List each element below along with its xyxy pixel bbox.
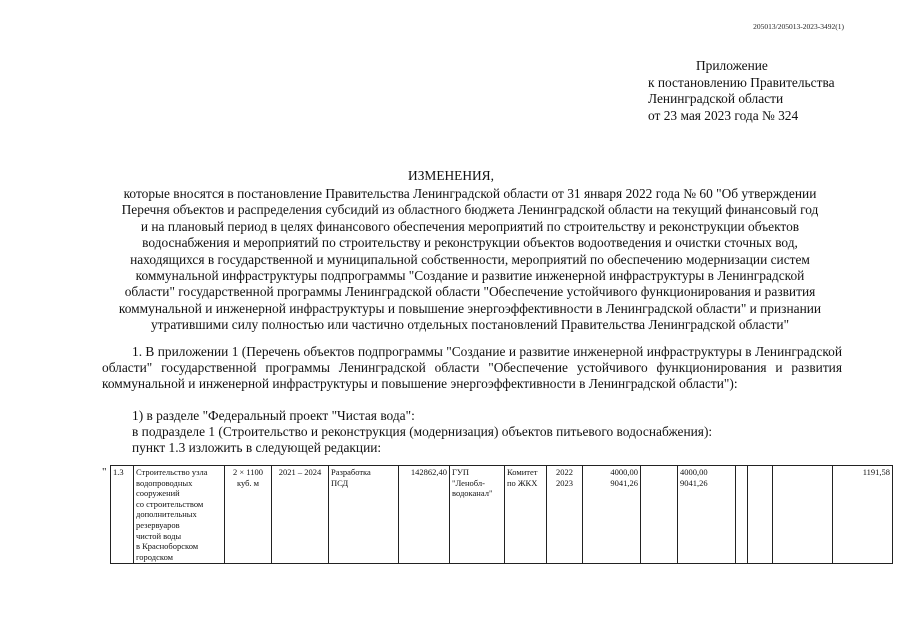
cell-regional [678, 466, 736, 564]
subtitle-line: и на плановый период в целях финансового обеспечения мероприятий по строительству и реконструкции объектов [140, 218, 800, 234]
appendix-line-2: к постановлению Правительства [648, 74, 835, 90]
appendix-line-3: Ленинградской области [648, 91, 784, 107]
customer-line: водоканал" [452, 488, 493, 499]
subtitle-line: коммунальной и инженерной инфраструктуры и повышение энергоэффективности в Ленинградской области" и признании [118, 300, 822, 316]
year-value: 2022 [556, 467, 573, 477]
subtitle-line: утратившими силу полностью или частично отдельных постановлений Правительства Ленинградской области" [150, 317, 790, 333]
object-line: в Красноборском [136, 541, 199, 552]
appendix-line-4: от 23 мая 2023 года № 324 [648, 107, 799, 123]
appendix-line-1: Приложение [696, 58, 768, 73]
subtitle-line: находящихся в государственной и муниципальной собственности, мероприятий по обеспечению модернизации систем [130, 251, 810, 267]
subtitle-line: Перечня объектов и распределения субсидий из областного бюджета Ленинградской области на текущий финансовый год [121, 202, 819, 218]
objects-table [110, 465, 893, 564]
object-line: чистой воды [136, 530, 182, 541]
paragraph-2: 1) в разделе "Федеральный проект "Чистая вода": [132, 408, 415, 423]
document-number: 205013/205013-2023-3492(1) [753, 22, 844, 31]
table-row [111, 466, 893, 564]
cell-empty [641, 466, 678, 564]
cell-cost: 142862,40 [399, 466, 450, 564]
paragraph-1-text: 1. В приложении 1 (Перечень объектов подпрограммы "Создание и развитие инженерной инфраструктуры в Ленинградской области" государственной программы Ленинградской области "Обеспечение устойчивого функционирования и развития коммунальной и инженерной инфраструктуры и повышение энергоэффективности в Ленинградской области"): [102, 344, 842, 392]
cell-years [547, 466, 583, 564]
customer-line: "Ленобл- [452, 477, 485, 488]
opening-quote: " [102, 466, 107, 478]
paragraph-3: в подразделе 1 (Строительство и реконструкция (модернизация) объектов питьевого водоснабжения): [132, 424, 713, 439]
customer-line: ГУП [452, 467, 470, 477]
document-title: ИЗМЕНЕНИЯ, [408, 168, 494, 183]
subtitle-line: коммунальной инфраструктуры подпрограммы "Создание и развитие инженерной инфраструктуры в Ленинградской [135, 268, 805, 284]
subtitle-line: водоснабжения и мероприятий по строительству и реконструкции объектов водоотведения и очистки сточных вод, [142, 235, 798, 251]
cell-capacity [225, 466, 272, 564]
cell-last-value: 1191,58 [833, 466, 893, 564]
year-value: 2023 [556, 477, 573, 488]
object-line: городском [136, 551, 174, 562]
cell-number: 1.3 [111, 466, 134, 564]
cell-stage [329, 466, 399, 564]
object-line: Строительство узла [136, 467, 208, 477]
cell-empty [773, 466, 833, 564]
capacity-value: 2 × 1100 [233, 467, 263, 477]
cell-period: 2021 – 2024 [272, 466, 329, 564]
total-value: 9041,26 [610, 477, 638, 488]
capacity-unit: куб. м [236, 477, 260, 488]
paragraph-1 [102, 344, 842, 393]
stage-line: ПСД [331, 477, 349, 488]
cell-empty [748, 466, 773, 564]
subtitle-line: которые вносятся в постановление Правительства Ленинградской области от 31 января 2022 года № 60 "Об утверждении [123, 186, 817, 201]
cell-object [134, 466, 225, 564]
object-line: резервуаров [136, 519, 180, 530]
object-line: водопроводных [136, 477, 193, 488]
budget-holder-line: по ЖКХ [507, 477, 538, 488]
cell-customer [450, 466, 505, 564]
stage-line: Разработка [331, 467, 371, 477]
object-line: со строительством [136, 498, 204, 509]
object-line: дополнительных [136, 509, 197, 520]
object-line: сооружений [136, 488, 180, 499]
cell-total [583, 466, 641, 564]
budget-holder-line: Комитет [507, 467, 538, 477]
total-value: 4000,00 [610, 467, 638, 477]
regional-value: 4000,00 [680, 467, 708, 477]
regional-value: 9041,26 [680, 477, 708, 488]
paragraph-4: пункт 1.3 изложить в следующей редакции: [132, 440, 382, 455]
subtitle-line: области" государственной программы Ленинградской области "Обеспечение устойчивого функционирования и развития [124, 284, 816, 300]
cell-budget-holder [505, 466, 547, 564]
cell-empty [736, 466, 748, 564]
appendix-block [648, 58, 835, 124]
document-subtitle [100, 186, 840, 334]
